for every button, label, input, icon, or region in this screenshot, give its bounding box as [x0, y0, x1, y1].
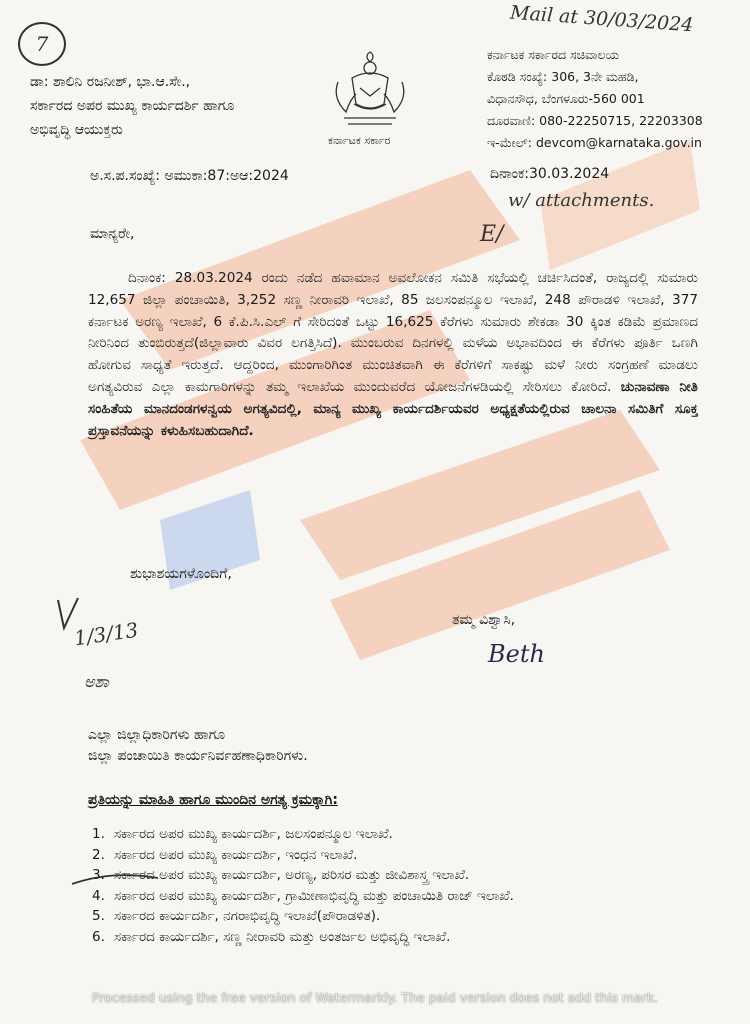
sender-designation-line1: ಸರ್ಕಾರದ ಅಪರ ಮುಖ್ಯ ಕಾರ್ಯದರ್ಶಿ ಹಾಗೂ [30, 98, 235, 114]
watermark-footer-text: Processed using the free version of Watermarkly. The paid version does not add this mark. [91, 990, 659, 1005]
sender-name: ಡಾ: ಶಾಲಿನಿ ರಜನೀಶ್, ಭಾ.ಆ.ಸೇ., [30, 74, 191, 90]
copy-to-list [92, 824, 712, 947]
letter-date: ದಿನಾಂಕ:30.03.2024 [490, 166, 610, 182]
circled-number: 7 [35, 32, 49, 56]
list-item: 6. ಸರ್ಕಾರದ ಕಾರ್ಯದರ್ಶಿ, ಸಣ್ಣ ನೀರಾವರಿ ಮತ್ತು ಅಂತರ್ಜಲ ಅಭಿವೃದ್ಧಿ ಇಲಾಖೆ. [92, 928, 451, 945]
handwritten-side-note: ಅಶಾ [84, 672, 109, 691]
sender-block [30, 70, 234, 142]
reference-number: ಅ.ಸ.ಪ.ಸಂಖ್ಯೆ: ಅಮುಕಾ:87:ಅಆ:2024 [90, 168, 289, 184]
list-item: 1. ಸರ್ಕಾರದ ಅಪರ ಮುಖ್ಯ ಕಾರ್ಯದರ್ಶಿ, ಜಲಸಂಪನ್ಮೂಲ ಇಲಾಖೆ. [92, 826, 393, 842]
signature: Beth [488, 640, 545, 668]
circled-number-annotation [18, 22, 66, 66]
sender-designation-line2: ಅಭಿವೃದ್ಧಿ ಆಯುಕ್ತರು [30, 122, 123, 138]
recipients-line2: ಜಿಲ್ಲಾ ಪಂಚಾಯಿತಿ ಕಾರ್ಯನಿರ್ವಹಣಾಧಿಕಾರಿಗಳು. [88, 748, 308, 764]
handwritten-initial: E/ [480, 222, 504, 247]
body-text: ದಿನಾಂಕ: 28.03.2024 ರಂದು ನಡೆದ ಹವಾಮಾನ ಅವಲೋಕನ ಸಮಿತಿ ಸಭೆಯಲ್ಲಿ ಚರ್ಚಿಸಿದಂತೆ, ರಾಜ್ಯದಲ್ಲಿ ಸುಮಾರು 12,657 ಜಿಲ್ಲಾ ಪಂಚಾಯಿತಿ, 3,252 ಸಣ್ಣ ನೀರಾವರಿ ಇಲಾಖೆ, 85 ಜಲಸಂಪನ್ಮೂಲ ಇಲಾಖೆ, 248 ಪೌರಾಡಳಿ ಇಲಾಖೆ, 377 ಕರ್ನಾಟಕ ಅರಣ್ಯ ಇಲಾಖೆ, 6 ಕೆ.ಪಿ.ಸಿ.ಎಲ್ ಗೆ ಸೇರಿದಂತೆ ಒಟ್ಟು 16,625 ಕೆರೆಗಳು ಸುಮಾರು ಶೇಕಡಾ 30 ಕ್ಕಿಂತ ಕಡಿಮೆ ಪ್ರಮಾಣದ ನೀರಿನಿಂದ ತುಂಬಿರುತ್ತದೆ(ಜಿಲ್ಲಾವಾರು ವಿವರ ಲಗತ್ತಿಸಿದೆ). ಮುಂಬರುವ ದಿನಗಳಲ್ಲಿ ಮಳೆಯ ಅಭಾವದಿಂದ ಈ ಕೆರೆಗಳು ಪೂರ್ತಿ ಒಣಗಿ ಹೋಗುವ ಸಾಧ್ಯತೆ ಇರುತ್ತದೆ. ಆದ್ದರಿಂದ, ಮುಂಗಾರಿಗಿಂತ ಮುಂಚಿತವಾಗಿ ಈ ಕೆರೆಗಳಿಗೆ ಸಾಕಷ್ಟು ಮಳೆ ನೀರು ಸಂಗ್ರಹಣೆ ಮಾಡಲು ಅಗತ್ಯವಿರುವ ಎಲ್ಲಾ ಕಾಮಗಾರಿಗಳನ್ನು ತಮ್ಮ ಇಲಾಖೆಯ ಮುಂದುವರೆದ ಯೋಜನೆಗಳಡಿಯಲ್ಲಿ ಸೇರಿಸಲು ಕೋರಿದೆ. [88, 270, 698, 395]
address-email: ಇ-ಮೇಲ್: devcom@karnataka.gov.in [487, 135, 702, 150]
copy-to-heading: ಪ್ರತಿಯನ್ನು ಮಾಹಿತಿ ಹಾಗೂ ಮುಂದಿನ ಅಗತ್ಯ ಕ್ರಮಕ್ಕಾಗಿ: [88, 792, 338, 808]
letter-body [88, 268, 698, 442]
handwritten-attachments-note: w/ attachments. [508, 190, 655, 211]
body-bold-text: ಚುನಾವಣಾ ನೀತಿ ಸಂಹಿತೆಯ ಮಾನದಂಡಗಳನ್ವಯ ಅಗತ್ಯವಿದಲ್ಲಿ, ಮಾನ್ಯ ಮುಖ್ಯ ಕಾರ್ಯದರ್ಶಿಯವರ ಅಧ್ಯಕ್ಷತೆಯಲ್ಲಿರುವ ಚಾಲನಾ ಸಮಿತಿಗೆ ಸೂಕ್ತ ಪ್ರಸ್ತಾವನೆಯನ್ನು ಕಳುಹಿಸಬಹುದಾಗಿದೆ. [88, 378, 698, 439]
list-item: 3. ಸರ್ಕಾರದ ಅಪರ ಮುಖ್ಯ ಕಾರ್ಯದರ್ಶಿ, ಅರಣ್ಯ, ಪರಿಸರ ಮತ್ತು ಜೀವಿಶಾಸ್ತ್ರ ಇಲಾಖೆ. [92, 867, 470, 883]
handwritten-mail-note: Mail at 30/03/2024 [509, 1, 695, 37]
closing-wishes: ಶುಭಾಶಯಗಳೊಂದಿಗೆ, [130, 566, 232, 582]
emblem-caption: ಕರ್ನಾಟಕ ಸರ್ಕಾರ [328, 134, 391, 147]
office-address-block [487, 44, 703, 154]
salutation: ಮಾನ್ಯರೇ, [90, 226, 135, 242]
address-line2: ಕೊಠಡಿ ಸಂಖ್ಯೆ: 306, 3ನೇ ಮಹಡಿ, [487, 69, 639, 84]
yours-faithfully: ತಮ್ಮ ವಿಶ್ವಾಸಿ, [452, 612, 516, 628]
recipients-line1: ಎಲ್ಲಾ ಜಿಲ್ಲಾಧಿಕಾರಿಗಳು ಹಾಗೂ [88, 727, 226, 743]
address-line1: ಕರ್ನಾಟಕ ಸರ್ಕಾರದ ಸಚಿವಾಲಯ [487, 47, 619, 62]
list-item: 5. ಸರ್ಕಾರದ ಕಾರ್ಯದರ್ಶಿ, ನಗರಾಭಿವೃದ್ಧಿ ಇಲಾಖೆ(ಪೌರಾಡಳಿತ). [92, 908, 381, 924]
list-item: 4. ಸರ್ಕಾರದ ಅಪರ ಮುಖ್ಯ ಕಾರ್ಯದರ್ಶಿ, ಗ್ರಾಮೀಣಾಭಿವೃದ್ಧಿ ಮತ್ತು ಪಂಚಾಯಿತಿ ರಾಜ್ ಇಲಾಖೆ. [92, 887, 514, 904]
handwritten-side-date: 1/3/13 [72, 617, 140, 651]
state-emblem-icon [324, 48, 416, 132]
list-item: 2. ಸರ್ಕಾರದ ಅಪರ ಮುಖ್ಯ ಕಾರ್ಯದರ್ಶಿ, ಇಂಧನ ಇಲಾಖೆ. [92, 846, 358, 863]
address-line3: ವಿಧಾನಸೌಧ, ಬೆಂಗಳೂರು-560 001 [487, 91, 645, 106]
handwritten-underline-mark [70, 868, 160, 888]
address-phone: ದೂರವಾಣಿ: 080-22250715, 22203308 [487, 113, 703, 128]
recipients-block [88, 725, 308, 767]
